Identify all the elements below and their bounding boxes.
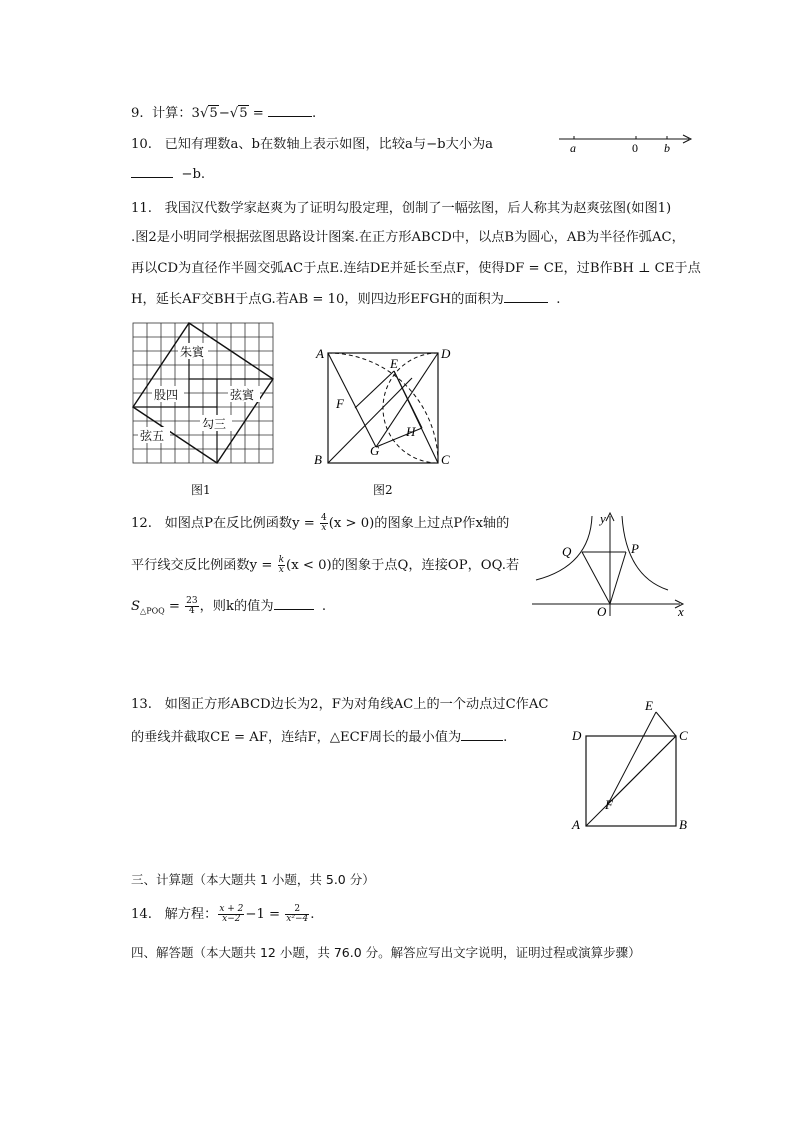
axis-label-a: a (570, 141, 576, 155)
axis-label-0: 0 (632, 141, 638, 155)
label-x-axis: x (678, 604, 684, 619)
point-G: G (370, 443, 380, 458)
point-H: H (406, 424, 416, 439)
point-Q: Q (562, 544, 572, 559)
point-P: P (631, 541, 639, 556)
question-number: 12. (131, 516, 152, 531)
answer-blank[interactable] (504, 290, 548, 303)
answer-blank[interactable] (461, 728, 503, 741)
question-11-line-2: .图2是小明同学根据弦图思路设计图案.在正方形ABCD中，以点B为圆心，AB为半径作弧AC， (131, 230, 685, 245)
question-9: 9. 计算：3√5−√5 = . (131, 106, 317, 121)
label-xian: 弦賓 (230, 388, 255, 402)
question-number: 11. (131, 201, 152, 216)
point-B: B (314, 452, 322, 467)
question-11-line-3: 再以CD为直径作半圆交弧AC于点E.连结DE并延长至点F，使得DF = CE，过B作BH ⊥ CE于点 (131, 261, 701, 276)
question-10-line-2: −b. (131, 165, 205, 184)
question-12-line-1: 12. 如图点P在反比例函数y = $\frac{4}{x}$ (x > 0)的图象上过点P作x轴的 (131, 513, 510, 533)
label-gu: 股四 (154, 388, 179, 402)
point-A: A (316, 346, 324, 361)
fraction-2-over-x2-minus-4: $\frac{2}{\text{x²−4}}$ (286, 904, 309, 924)
label-gou: 勾三 (202, 417, 227, 431)
figure-2-square-diagram (310, 342, 460, 472)
fraction-23-over-4: $\frac{23}{4}$ (186, 596, 198, 616)
point-E: E (645, 698, 653, 713)
label-y-axis: y (600, 511, 606, 526)
point-C: C (441, 452, 450, 467)
section-4-heading: 四、解答题（本大题共 12 小题，共 76.0 分。解答应写出文字说明，证明过程或演算步骤） (131, 945, 641, 960)
point-E: E (390, 356, 398, 371)
point-B: B (679, 817, 687, 832)
question-number: 9. (131, 106, 144, 121)
question-number: 13. (131, 697, 152, 712)
point-O: O (597, 604, 607, 619)
answer-blank[interactable] (274, 597, 314, 610)
question-number: 10. (131, 137, 152, 152)
question-11-line-1: 11. 我国汉代数学家赵爽为了证明勾股定理，创制了一幅弦图，后人称其为赵爽弦图(如图1) (131, 201, 672, 216)
point-C: C (679, 728, 688, 743)
question-10-line-1: 10. 已知有理数a、b在数轴上表示如图，比较a与−b大小为a (131, 137, 494, 152)
figure-q12-hyperbola (530, 510, 690, 620)
figure-q13-square (566, 696, 701, 836)
label-zhu: 朱賓 (180, 345, 205, 359)
number-line-figure (555, 128, 695, 156)
fraction-k-over-x: $\frac{k}{x}$ (278, 555, 285, 575)
point-F: F (605, 797, 613, 812)
figure-2-caption: 图2 (373, 483, 393, 497)
figure-1-zhao-shuang-diagram (128, 318, 278, 468)
question-12-line-3: $S_{\triangle POQ}$ = $\frac{23}{4}$ ，则k的值为 . (131, 596, 327, 616)
question-13-line-1: 13. 如图正方形ABCD边长为2，F为对角线AC上的一个动点过C作AC (131, 697, 549, 712)
fraction-x-plus-2-over-x-minus-2: $\frac{x + 2}{x-2}$ (219, 904, 244, 924)
fraction-4-over-x: $\frac{4}{x}$ (321, 513, 327, 533)
point-F: F (336, 396, 344, 411)
question-11-line-4: H，延长AF交BH于点G.若AB = 10，则四边形EFGH的面积为 . (131, 292, 561, 307)
question-12-line-2: 平行线交反比例函数y = $\frac{k}{x}$ (x < 0)的图象于点Q，连接OP，OQ.若 (131, 555, 520, 575)
point-D: D (441, 346, 451, 361)
question-14: 14. 解方程： $\frac{x + 2}{x-2}$ −1 = $\frac{2}{\text{x²−4}}$ . (131, 904, 315, 924)
answer-blank[interactable] (268, 104, 312, 117)
figure-1-caption: 图1 (191, 483, 211, 497)
answer-blank[interactable] (131, 165, 173, 178)
section-3-heading: 三、计算题（本大题共 1 小题，共 5.0 分） (131, 872, 375, 887)
axis-label-b: b (664, 141, 670, 155)
point-A: A (572, 817, 580, 832)
point-D: D (572, 728, 582, 743)
question-number: 14. (131, 907, 152, 922)
question-13-line-2: 的垂线并截取CE = AF，连结F，△ECF周长的最小值为 . (131, 730, 508, 745)
label-xianwu: 弦五 (140, 429, 165, 443)
